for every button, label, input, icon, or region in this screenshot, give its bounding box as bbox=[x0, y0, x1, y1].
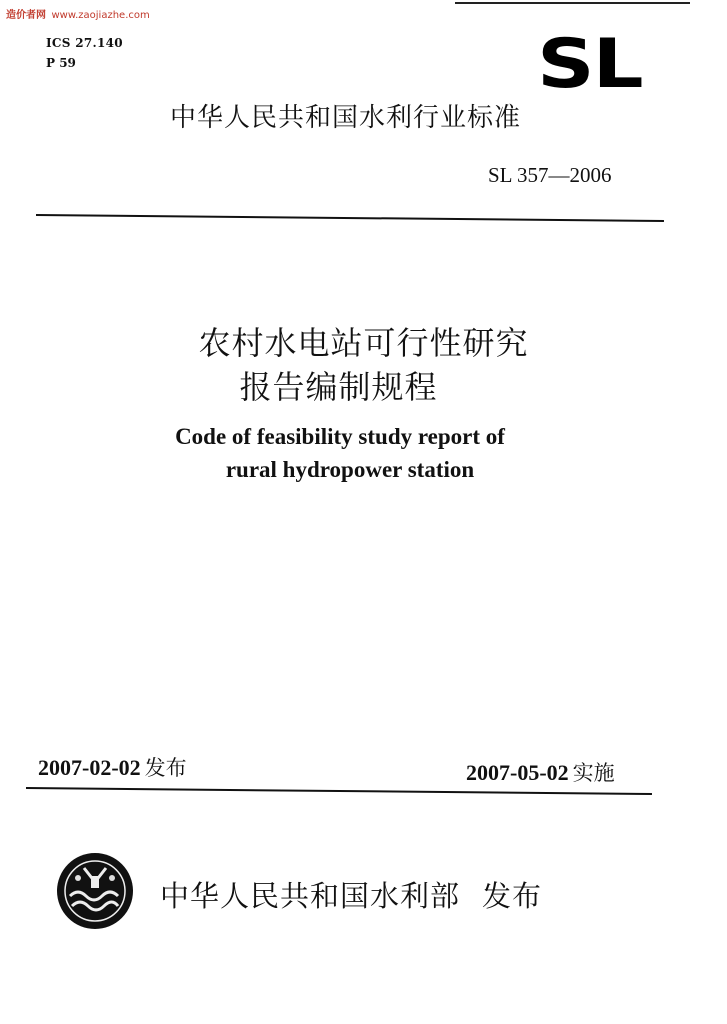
header-divider bbox=[36, 214, 664, 222]
industry-standard-heading: 中华人民共和国水利行业标准 bbox=[170, 103, 522, 133]
title-en-line1: Code of feasibility study report of bbox=[175, 424, 505, 449]
implement-label: 实施 bbox=[572, 761, 615, 785]
standard-number: SL 357—2006 bbox=[488, 163, 612, 187]
footer-divider bbox=[26, 787, 652, 795]
sl-logo: SL bbox=[537, 24, 642, 104]
implement-date: 2007-05-02 bbox=[466, 760, 569, 785]
issue-date: 2007-02-02 bbox=[38, 755, 141, 780]
publish-label: 发布 bbox=[482, 879, 543, 913]
top-edge-line bbox=[455, 2, 690, 4]
title-en-line2: rural hydropower station bbox=[225, 457, 475, 482]
implement-date-block bbox=[466, 757, 615, 787]
title-cn-line2: 报告编制规程 bbox=[239, 368, 438, 406]
ics-code: ICS 27.140 bbox=[46, 36, 123, 50]
issue-date-block bbox=[38, 752, 187, 782]
ministry-emblem-icon bbox=[56, 852, 134, 930]
watermark-site-name: 造价者网 bbox=[6, 10, 46, 21]
issue-label: 发布 bbox=[144, 756, 187, 780]
publisher-name: 中华人民共和国水利部 bbox=[160, 879, 461, 913]
publisher-line bbox=[160, 874, 542, 915]
watermark bbox=[6, 6, 150, 21]
title-cn-line1: 农村水电站可行性研究 bbox=[198, 324, 529, 362]
watermark-url[interactable]: www.zaojiazhe.com bbox=[51, 10, 150, 21]
classification-code: P 59 bbox=[46, 56, 76, 70]
